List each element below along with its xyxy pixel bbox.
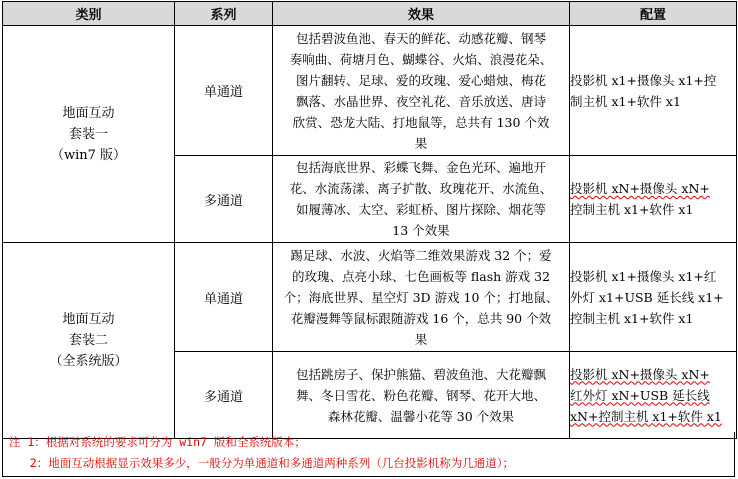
effect-line: 踢足球、水波、火焰等二维效果游戏 32 个；爱 xyxy=(290,247,552,263)
category-line: 地面互动 xyxy=(62,105,115,121)
effect-line: 舞、冬日雪花、粉色花瓣、钢琴、花开大地、 xyxy=(295,387,546,403)
note-line: 2：地面互动根据显示效果多少，一般分为单通道和多通道两种系列（几台投影机称为几通道）； xyxy=(9,456,514,470)
config-line: 投影机 x1+摄像头 x1+红 xyxy=(570,268,717,284)
kit-1-category xyxy=(3,26,175,243)
config-cell xyxy=(570,26,737,156)
config-line: 红外灯 xN+USB 延长线 xyxy=(570,387,710,403)
effect-line: 的玫瑰、点亮小球、七色画板等 flash 游戏 32 xyxy=(291,268,551,284)
config-cell xyxy=(570,243,737,352)
effect-line: 果 xyxy=(414,135,428,151)
kit-2-category xyxy=(3,243,175,439)
effect-line: 果 xyxy=(414,331,428,347)
config-cell xyxy=(570,156,737,243)
table-row xyxy=(3,243,737,352)
effect-line: 13 个效果 xyxy=(392,223,450,238)
config-line: 外灯 x1+USB 延长线 x1+ xyxy=(570,289,724,305)
effect-line: 个；海底世界、星空灯 3D 游戏 10 个；打地鼠、 xyxy=(283,289,559,305)
effect-line: 森林花瓣、温馨小花等 30 个效果 xyxy=(327,408,515,424)
series-cell: 单通道 xyxy=(175,243,273,352)
header-config: 配置 xyxy=(570,2,737,26)
config-line: 投影机 xN+摄像头 xN+ xyxy=(570,181,710,196)
category-line: 套装二 xyxy=(68,333,108,348)
effect-cell xyxy=(273,26,570,156)
header-row xyxy=(3,2,737,26)
category-line: 套装一 xyxy=(68,126,108,142)
notes-box xyxy=(2,432,735,477)
effect-line: 图片翻转、足球、爱的玫瑰、爱心蜡烛、梅花 xyxy=(295,72,546,88)
config-line: 投影机 x1+摄像头 x1+控 xyxy=(570,72,717,88)
effect-cell xyxy=(273,156,570,243)
config-line: xN+控制主机 x1+软件 x1 xyxy=(570,408,722,424)
note-line: 注 1：根据对系统的要求可分为 win7 版和全系统版本； xyxy=(9,435,306,449)
effect-line: 包括碧波鱼池、春天的鲜花、动感花瓣、钢琴 xyxy=(295,30,546,46)
header-series: 系列 xyxy=(175,2,273,26)
series-cell: 多通道 xyxy=(175,156,273,243)
header-effect: 效果 xyxy=(273,2,570,26)
effect-line: 飘落、水晶世界、夜空礼花、音乐放送、唐诗 xyxy=(295,93,546,109)
effect-line: 花、水流荡漾、离子扩散、玫瑰花开、水流鱼、 xyxy=(289,181,553,196)
config-line: 控制主机 x1+软件 x1 xyxy=(570,202,694,217)
config-line: 控制主机 x1+软件 x1 xyxy=(570,310,694,326)
config-line: 投影机 xN+摄像头 xN+ xyxy=(570,366,710,382)
series-cell: 多通道 xyxy=(175,352,273,439)
config-line: 制主机 x1+软件 x1 xyxy=(570,93,681,109)
category-line: 地面互动 xyxy=(62,312,115,327)
effect-line: 奏响曲、荷塘月色、蝴蝶谷、火焰、浪漫花朵、 xyxy=(289,51,553,67)
config-cell xyxy=(570,352,737,439)
effect-line: 花瓣漫舞等鼠标跟随游戏 16 个，总共 90 个效 xyxy=(290,310,552,326)
category-line: （全系统版） xyxy=(49,354,128,369)
table-row xyxy=(3,26,737,156)
header-category: 类别 xyxy=(3,2,175,26)
effect-line: 包括跳房子、保护熊猫、碧波鱼池、大花瓣飘 xyxy=(295,366,546,382)
effect-line: 包括海底世界、彩蝶飞舞、金色光环、遍地开 xyxy=(295,160,546,175)
effect-line: 欣赏、恐龙大陆、打地鼠等，总共有 130 个效 xyxy=(292,114,550,130)
effect-cell xyxy=(273,243,570,352)
effect-line: 如履薄冰、太空、彩虹桥、图片探除、烟花等 xyxy=(295,202,546,217)
effect-cell xyxy=(273,352,570,439)
series-cell: 单通道 xyxy=(175,26,273,156)
product-table xyxy=(2,1,737,439)
category-line: （win7 版） xyxy=(50,147,127,163)
